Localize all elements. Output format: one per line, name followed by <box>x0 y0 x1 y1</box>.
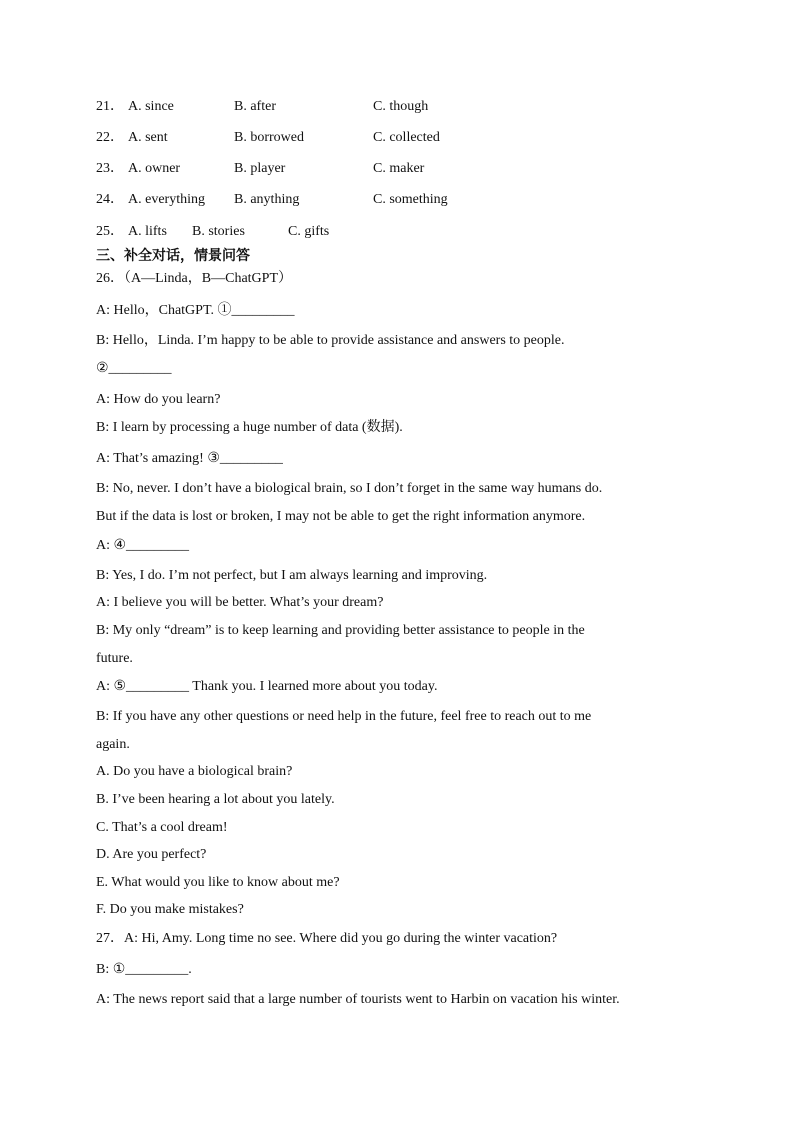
option-a: A. sent <box>128 130 168 145</box>
option-a: A. since <box>128 99 174 114</box>
dialogue-line: 27．A: Hi, Amy. Long time no see. Where did you go during the winter vacation? <box>96 931 558 946</box>
answer-option: B. I’ve been hearing a lot about you lately. <box>96 792 335 807</box>
option-b: B. after <box>234 99 276 114</box>
dialogue-line: again. <box>96 737 130 752</box>
dialogue-line: A: The news report said that a large number of tourists went to Harbin on vacation his winter. <box>96 992 620 1007</box>
answer-option: E. What would you like to know about me? <box>96 875 340 890</box>
option-a: A. everything <box>128 192 205 207</box>
dialogue-line: B: I learn by processing a huge number of data (数据). <box>96 420 403 435</box>
dialogue-line: A: I believe you will be better. What’s your dream? <box>96 595 384 610</box>
dialogue-line: A: That’s amazing! ③_________ <box>96 451 283 466</box>
option-b: B. stories <box>192 224 245 239</box>
option-c: C. something <box>373 192 448 207</box>
dialogue-line: ②_________ <box>96 361 172 376</box>
question-number: 24． <box>96 192 124 207</box>
option-c: C. gifts <box>288 224 330 239</box>
answer-option: D. Are you perfect? <box>96 847 207 862</box>
option-a: A. lifts <box>128 224 167 239</box>
question-26-header: 26．（A—Linda，B—ChatGPT） <box>96 271 292 286</box>
dialogue-line: future. <box>96 651 133 666</box>
dialogue-line: B: My only “dream” is to keep learning and providing better assistance to people in the <box>96 623 585 638</box>
option-c: C. though <box>373 99 429 114</box>
option-c: C. collected <box>373 130 440 145</box>
answer-option: F. Do you make mistakes? <box>96 902 244 917</box>
section-title: 三、补全对话，情景问答 <box>96 248 250 264</box>
option-c: C. maker <box>373 161 425 176</box>
answer-option: A. Do you have a biological brain? <box>96 764 293 779</box>
option-b: B. anything <box>234 192 300 207</box>
question-number: 23． <box>96 161 124 176</box>
dialogue-line: B: No, never. I don’t have a biological brain, so I don’t forget in the same way humans do. <box>96 481 603 496</box>
option-a: A. owner <box>128 161 181 176</box>
answer-option: C. That’s a cool dream! <box>96 820 228 835</box>
dialogue-line: B: Yes, I do. I’m not perfect, but I am always learning and improving. <box>96 568 488 583</box>
option-b: B. player <box>234 161 286 176</box>
dialogue-line: B: Hello，Linda. I’m happy to be able to provide assistance and answers to people. <box>96 333 565 348</box>
dialogue-line: A: Hello，ChatGPT. ①_________ <box>96 303 295 318</box>
dialogue-line: A: ⑤_________ Thank you. I learned more about you today. <box>96 679 438 694</box>
option-b: B. borrowed <box>234 130 304 145</box>
question-number: 21． <box>96 99 124 114</box>
dialogue-line: A: How do you learn? <box>96 392 221 407</box>
dialogue-line: B: ①_________. <box>96 962 192 977</box>
question-number: 25． <box>96 224 124 239</box>
dialogue-line: A: ④_________ <box>96 538 190 553</box>
dialogue-line: B: If you have any other questions or need help in the future, feel free to reach out to me <box>96 709 592 724</box>
dialogue-line: But if the data is lost or broken, I may not be able to get the right information anymore. <box>96 509 586 524</box>
question-number: 22． <box>96 130 124 145</box>
